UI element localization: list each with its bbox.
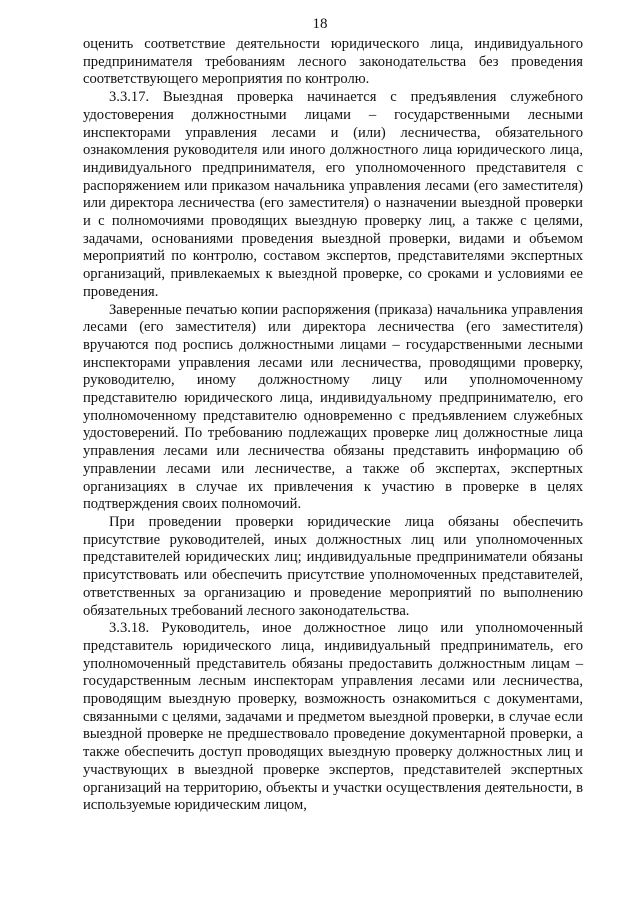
paragraph-copies-of-order: Заверенные печатью копии распоряжения (приказа) начальника управления лесами (его заместителя) или директора лесничества (его заместителя) вручаются под роспись должностными лицами – государственными лесными инспекторами управления лесами или лесничества, проводящими проверку, руководителю, иному должностному лицу или уполномоченному представителю юридического лица, индивидуальному предпринимателю, его уполномоченному представителю одновременно с предъявлением служебных удостоверений. По требованию подлежащих проверке лиц должностные лица управления лесами или лесничества обязаны представить информацию об управлении лесами или лесничестве, а также об экспертах, экспертных организациях в случае их привлечения к участию в проверке в целях подтверждения своих полномочий.: [83, 301, 583, 513]
paragraph-3-3-17: 3.3.17. Выездная проверка начинается с предъявления служебного удостоверения должностными лицами – государственными лесными инспекторами управления лесами и (или) лесничества, обязательного ознакомления руководителя или иного должностного лица юридического лица, индивидуального предпринимателя, его уполномоченного представителя с распоряжением или приказом начальника управления лесами (его заместителя) или директора лесничества (его заместителя) о назначении выездной проверки и с полномочиями проводящих выездную проверку лиц, а также с целями, задачами, основаниями проведения выездной проверки, видами и объемом мероприятий по контролю, составом экспертов, представителями экспертных организаций, привлекаемых к выездной проверке, со сроками и условиями ее проведения.: [83, 89, 583, 300]
paragraph-presence-obligation: При проведении проверки юридические лица обязаны обеспечить присутствие руководителей, иных должностных лиц или уполномоченных представителей юридических лиц; индивидуальные предприниматели обязаны присутствовать или обеспечить присутствие уполномоченных представителей, ответственных за организацию и проведение мероприятий по выполнению обязательных требований лесного законодательства.: [83, 513, 583, 619]
document-body: [83, 36, 583, 815]
page-number: 18: [312, 16, 328, 32]
paragraph-3-3-18: 3.3.18. Руководитель, иное должностное лицо или уполномоченный представитель юридического лица, индивидуальный предприниматель, его уполномоченный представитель обязаны предоставить должностным лицам – государственным лесным инспекторам управления лесами или лесничества, проводящим выездную проверку, возможность ознакомиться с документами, связанными с целями, задачами и предметом выездной проверки, в случае если выездной проверке не предшествовало проведение документарной проверки, а также обеспечить доступ проводящих выездную проверку должностных лиц и участвующих в выездной проверке экспертов, представителей экспертных организаций на территорию, объекты и участки осуществления деятельности, в используемые юридическим лицом,: [83, 620, 583, 814]
paragraph-continuation: оценить соответствие деятельности юридического лица, индивидуального предпринимателя требованиям лесного законодательства без проведения соответствующего мероприятия по контролю.: [83, 36, 583, 88]
